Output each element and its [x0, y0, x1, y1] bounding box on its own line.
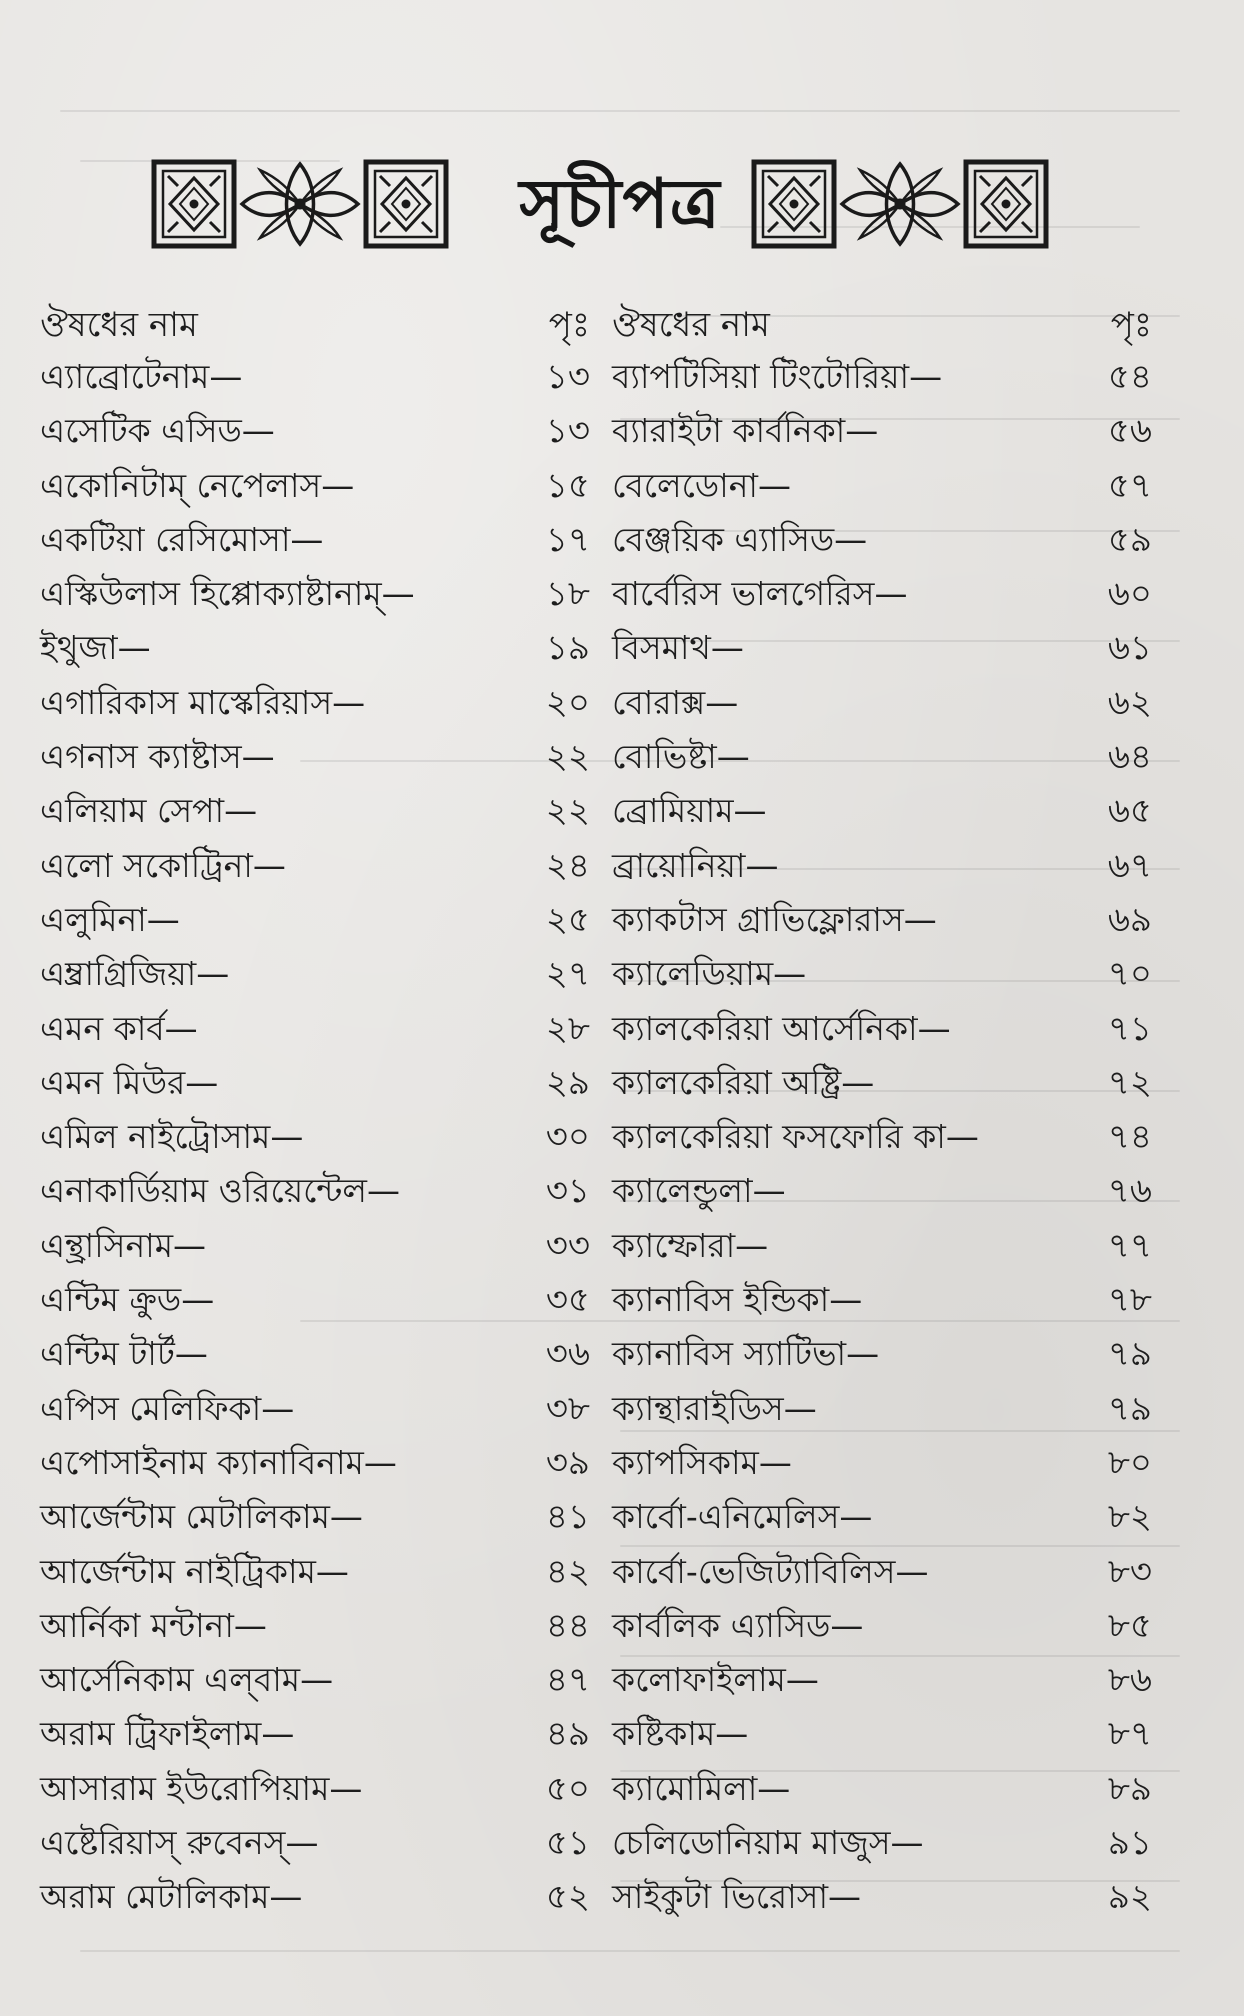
remedy-name: ক্যাপসিকাম—	[612, 1442, 792, 1482]
contents-entry	[612, 1816, 1152, 1870]
page-number: ২৫	[545, 899, 590, 940]
page-number: ৩৯	[545, 1442, 590, 1483]
page-number: ৬৭	[1107, 845, 1152, 886]
page-number: ৬১	[1107, 628, 1152, 669]
remedy-name: এলিয়াম সেপা—	[40, 791, 258, 831]
remedy-name: এষ্টেরিয়াস্‌ রুবেনস্‌—	[40, 1823, 319, 1863]
contents-entry	[40, 1816, 590, 1870]
contents-entry	[40, 567, 590, 621]
page-number: ৭১	[1107, 1008, 1152, 1049]
contents-entry	[612, 621, 1152, 675]
column-header	[40, 300, 590, 350]
contents-entry	[612, 1870, 1152, 1924]
page-number: ২৪	[545, 845, 590, 886]
remedy-name: এপোসাইনাম ক্যানাবিনাম—	[40, 1442, 397, 1482]
remedy-name: একোনিটাম্‌ নেপেলাস—	[40, 465, 355, 505]
page-number: ৫৪	[1107, 357, 1152, 397]
page-number: ৮৯	[1107, 1768, 1152, 1809]
page-number: ৪১	[545, 1497, 590, 1538]
remedy-name: এসেটিক এসিড—	[40, 411, 275, 451]
page-number: ৩৮	[545, 1388, 590, 1429]
page-number: ১৫	[545, 465, 590, 506]
contents-entry	[612, 839, 1152, 893]
remedy-name: কষ্টিকাম—	[612, 1714, 749, 1754]
page-number: ৬৯	[1107, 899, 1152, 940]
contents-entry	[612, 1599, 1152, 1653]
contents-entry	[612, 730, 1152, 784]
remedy-name: কলোফাইলাম—	[612, 1660, 819, 1700]
page-number: ৭২	[1107, 1062, 1152, 1103]
page-number: ৫২	[545, 1877, 590, 1918]
page-number: ২০	[545, 682, 590, 723]
contents-entry	[612, 459, 1152, 513]
contents-entry	[612, 1382, 1152, 1436]
page-number: ৭৪	[1107, 1117, 1152, 1158]
contents-entry	[40, 947, 590, 1001]
page-number: ৬০	[1107, 574, 1152, 615]
remedy-name: বোরাক্স—	[612, 682, 739, 722]
page-number: ১৩	[545, 357, 590, 397]
remedy-name: এন্টিম টার্ট—	[40, 1334, 208, 1374]
page-number: ৫০	[545, 1768, 590, 1809]
contents-entry	[40, 1219, 590, 1273]
remedy-name: এ্যাব্রোটেনাম—	[40, 357, 243, 396]
contents-entry	[612, 1219, 1152, 1273]
contents-entry	[612, 404, 1152, 458]
remedy-name: এগারিকাস মাস্কেরিয়াস—	[40, 682, 366, 722]
contents-entry	[612, 893, 1152, 947]
contents-entry	[612, 350, 1152, 404]
contents-entry	[612, 1545, 1152, 1599]
page-number: ২২	[545, 737, 590, 778]
contents-entry	[40, 404, 590, 458]
page-number: ৬৪	[1107, 737, 1152, 778]
remedy-name: চেলিডোনিয়াম মাজুস—	[612, 1823, 924, 1863]
page-number: ৮২	[1107, 1497, 1152, 1538]
page-number: ৮৩	[1107, 1551, 1152, 1592]
remedy-name: সাইকুটা ভিরোসা—	[612, 1877, 862, 1917]
page-number: ৮৭	[1107, 1714, 1152, 1755]
remedy-name: আর্জেন্টাম নাইট্রিকাম—	[40, 1551, 349, 1591]
page-number: ৭৮	[1107, 1280, 1152, 1321]
remedy-name: ক্যানাবিস স্যাটিভা—	[612, 1334, 880, 1374]
contents-entry	[40, 621, 590, 675]
contents-entry	[612, 1002, 1152, 1056]
contents-entry	[612, 567, 1152, 621]
page-number: ৭৯	[1107, 1388, 1152, 1429]
contents-entry	[612, 1327, 1152, 1381]
page-title: সূচীপত্র	[519, 165, 721, 244]
page-number: ৫৭	[1107, 465, 1152, 506]
page-number: ৫৬	[1107, 411, 1152, 452]
remedy-name: বার্বেরিস ভালগেরিস—	[612, 574, 908, 614]
column-header-page: পৃঃ	[1110, 305, 1152, 345]
page-number: ৩৬	[545, 1334, 590, 1375]
ornament-left-icon	[150, 156, 450, 252]
remedy-name: কার্বো-ভেজিট্যাবিলিস—	[612, 1551, 929, 1591]
remedy-name: এন্টিম ক্রুড—	[40, 1280, 215, 1320]
page-number: ২৯	[545, 1062, 590, 1103]
remedy-name: বেলেডোনা—	[612, 465, 791, 505]
page-number: ৪৭	[545, 1660, 590, 1701]
remedy-name: ক্যানাবিস ইন্ডিকা—	[612, 1280, 863, 1320]
remedy-name: এন্থ্রাসিনাম—	[40, 1225, 207, 1265]
contents-entry	[40, 1870, 590, 1924]
remedy-name: অরাম ট্রিফাইলাম—	[40, 1714, 295, 1754]
column-header-name: ঔষধের নাম	[612, 305, 770, 345]
page-number: ৪২	[545, 1551, 590, 1592]
page-number: ৩৫	[545, 1280, 590, 1321]
contents-entry	[612, 1490, 1152, 1544]
column-header-name: ঔষধের নাম	[40, 305, 198, 345]
remedy-name: বেঞ্জয়িক এ্যাসিড—	[612, 519, 868, 559]
remedy-name: ব্যারাইটা কার্বনিকা—	[612, 411, 879, 451]
contents-entry	[612, 1707, 1152, 1761]
page-number: ৭৯	[1107, 1334, 1152, 1375]
page-number: ৪৪	[545, 1605, 590, 1646]
page-number: ৪৯	[545, 1714, 590, 1755]
page-number: ২৮	[545, 1008, 590, 1049]
page-number: ৮৫	[1107, 1605, 1152, 1646]
contents-entry	[40, 730, 590, 784]
contents-entry	[612, 1436, 1152, 1490]
remedy-name: ব্রায়োনিয়া—	[612, 845, 779, 885]
contents-entry	[40, 1599, 590, 1653]
contents-entry	[612, 784, 1152, 838]
remedy-name: কার্বলিক এ্যাসিড—	[612, 1605, 864, 1645]
page-number: ২২	[545, 791, 590, 832]
contents-entry	[40, 1002, 590, 1056]
contents-entry	[40, 1490, 590, 1544]
page-number: ৫৯	[1107, 519, 1152, 560]
contents-entry	[612, 513, 1152, 567]
contents-entry	[40, 839, 590, 893]
column-header-page: পৃঃ	[548, 305, 590, 345]
remedy-name: আর্জেন্টাম মেটালিকাম—	[40, 1497, 363, 1537]
page-number: ১৩	[545, 411, 590, 452]
contents-entry	[40, 459, 590, 513]
contents-entry	[40, 1436, 590, 1490]
page-number: ৬৫	[1107, 791, 1152, 832]
page-number: ৩৩	[545, 1225, 590, 1266]
contents-entry	[612, 947, 1152, 1001]
contents-entry	[612, 1653, 1152, 1707]
remedy-name: এমন কার্ব—	[40, 1008, 198, 1048]
remedy-name: আর্নিকা মন্টানা—	[40, 1605, 267, 1645]
remedy-name: ইথুজা—	[40, 628, 151, 668]
remedy-name: ক্যালকেরিয়া আর্সেনিকা—	[612, 1008, 951, 1048]
remedy-name: ক্যাকটাস গ্রাভিফ্লোরাস—	[612, 899, 937, 939]
remedy-name: বোভিষ্টা—	[612, 737, 750, 777]
column-header	[612, 300, 1152, 350]
remedy-name: এপিস মেলিফিকা—	[40, 1388, 295, 1428]
remedy-name: একটিয়া রেসিমোসা—	[40, 519, 324, 559]
contents-column-left	[40, 300, 590, 1925]
contents-entry	[612, 676, 1152, 730]
remedy-name: ব্রোমিয়াম—	[612, 791, 767, 831]
remedy-name: ক্যালকেরিয়া অষ্ট্রি—	[612, 1062, 875, 1102]
page-number: ৮০	[1107, 1442, 1152, 1483]
page-number: ৮৬	[1107, 1660, 1152, 1701]
remedy-name: ক্যালেডিয়াম—	[612, 954, 807, 994]
contents-entry	[40, 676, 590, 730]
remedy-name: এম্ব্রাগ্রিজিয়া—	[40, 954, 230, 994]
contents-entry	[40, 350, 590, 404]
contents-entry	[40, 1164, 590, 1218]
page-number: ৯১	[1107, 1823, 1152, 1864]
contents-entry	[40, 1653, 590, 1707]
remedy-name: এলো সকোট্রিনা—	[40, 845, 286, 885]
remedy-name: ক্যামোমিলা—	[612, 1768, 791, 1808]
page-number: ৭৭	[1107, 1225, 1152, 1266]
remedy-name: আসারাম ইউরোপিয়াম—	[40, 1768, 363, 1808]
contents-entry	[40, 1382, 590, 1436]
contents-entry	[40, 1762, 590, 1816]
page-number: ৭৬	[1107, 1171, 1152, 1212]
contents-entry	[40, 784, 590, 838]
remedy-name: এগনাস ক্যাষ্টাস—	[40, 737, 275, 777]
contents-entry	[612, 1273, 1152, 1327]
remedy-name: ক্যাম্ফোরা—	[612, 1225, 769, 1265]
remedy-name: ক্যালেন্ডুলা—	[612, 1171, 786, 1211]
contents-entry	[612, 1056, 1152, 1110]
remedy-name: ক্যান্থারাইডিস—	[612, 1388, 817, 1428]
remedy-name: আর্সেনিকাম এল্‌বাম—	[40, 1660, 334, 1700]
remedy-name: এস্কিউলাস হিপ্পোক্যাষ্টানাম্‌—	[40, 574, 415, 614]
contents-entry	[612, 1110, 1152, 1164]
page-number: ৩০	[545, 1117, 590, 1158]
page-number: ৭০	[1107, 954, 1152, 995]
contents-entry	[40, 1110, 590, 1164]
remedy-name: ব্যাপটিসিয়া টিংটোরিয়া—	[612, 357, 943, 396]
remedy-name: অরাম মেটালিকাম—	[40, 1877, 303, 1917]
remedy-name: বিসমাথ—	[612, 628, 744, 668]
contents-entry	[40, 893, 590, 947]
remedy-name: এমন মিউর—	[40, 1062, 219, 1102]
remedy-name: এনাকার্ডিয়াম ওরিয়েন্টেল—	[40, 1171, 400, 1211]
remedy-name: এমিল নাইট্রোসাম—	[40, 1117, 304, 1157]
page-number: ৯২	[1107, 1877, 1152, 1918]
contents-entry	[40, 1327, 590, 1381]
contents-entry	[40, 1707, 590, 1761]
page-number: ১৭	[545, 519, 590, 560]
page-number: ৬২	[1107, 682, 1152, 723]
contents-entry	[612, 1762, 1152, 1816]
contents-entry	[40, 513, 590, 567]
page-number: ২৭	[545, 954, 590, 995]
remedy-name: ক্যালকেরিয়া ফসফোরি কা—	[612, 1117, 979, 1157]
contents-column-right	[612, 300, 1152, 1925]
remedy-name: এলুমিনা—	[40, 899, 180, 939]
ornament-right-icon	[750, 156, 1050, 252]
contents-entry	[40, 1056, 590, 1110]
contents-entry	[40, 1273, 590, 1327]
contents-entry	[40, 1545, 590, 1599]
page-number: ১৯	[545, 628, 590, 669]
page-header	[0, 150, 1244, 270]
page-number: ৩১	[545, 1171, 590, 1212]
page-number: ৫১	[545, 1823, 590, 1864]
remedy-name: কার্বো-এনিমেলিস—	[612, 1497, 873, 1537]
page-number: ১৮	[545, 574, 590, 615]
contents-entry	[612, 1164, 1152, 1218]
